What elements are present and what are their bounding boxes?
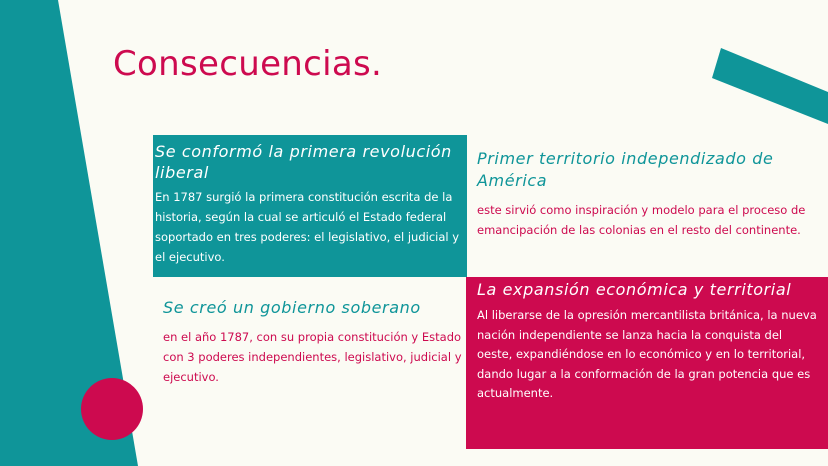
card-heading: Se conformó la primera revolución liberal bbox=[155, 142, 452, 182]
card-primer-territorio-independizado bbox=[477, 148, 817, 240]
card-primera-revolucion-liberal bbox=[153, 135, 467, 277]
card-heading: Se creó un gobierno soberano bbox=[163, 298, 421, 317]
card-body: este sirvió como inspiración y modelo para el proceso de emancipación de las colonias en el resto del continente. bbox=[477, 203, 806, 237]
crimson-circle bbox=[81, 378, 143, 440]
card-heading: Primer territorio independizado de América bbox=[477, 149, 774, 190]
card-body: Al liberarse de la opresión mercantilista británica, la nueva nación independiente se lanza hacia la conquista del oeste, expandiéndose en lo económico y en lo territorial, dando lugar a la conformación de la gran potencia que es actualmente. bbox=[477, 308, 817, 401]
card-body: en el año 1787, con su propia constitución y Estado con 3 poderes independientes, legislativo, judicial y ejecutivo. bbox=[163, 330, 462, 384]
slide-title: Consecuencias. bbox=[113, 44, 383, 84]
card-heading: La expansión económica y territorial bbox=[477, 280, 792, 299]
card-body: En 1787 surgió la primera constitución escrita de la historia, según la cual se articuló el Estado federal soportado en tres poderes: el legislativo, el judicial y el ejecutivo. bbox=[155, 190, 460, 264]
card-gobierno-soberano bbox=[163, 296, 463, 387]
card-expansion-economica bbox=[466, 277, 828, 449]
